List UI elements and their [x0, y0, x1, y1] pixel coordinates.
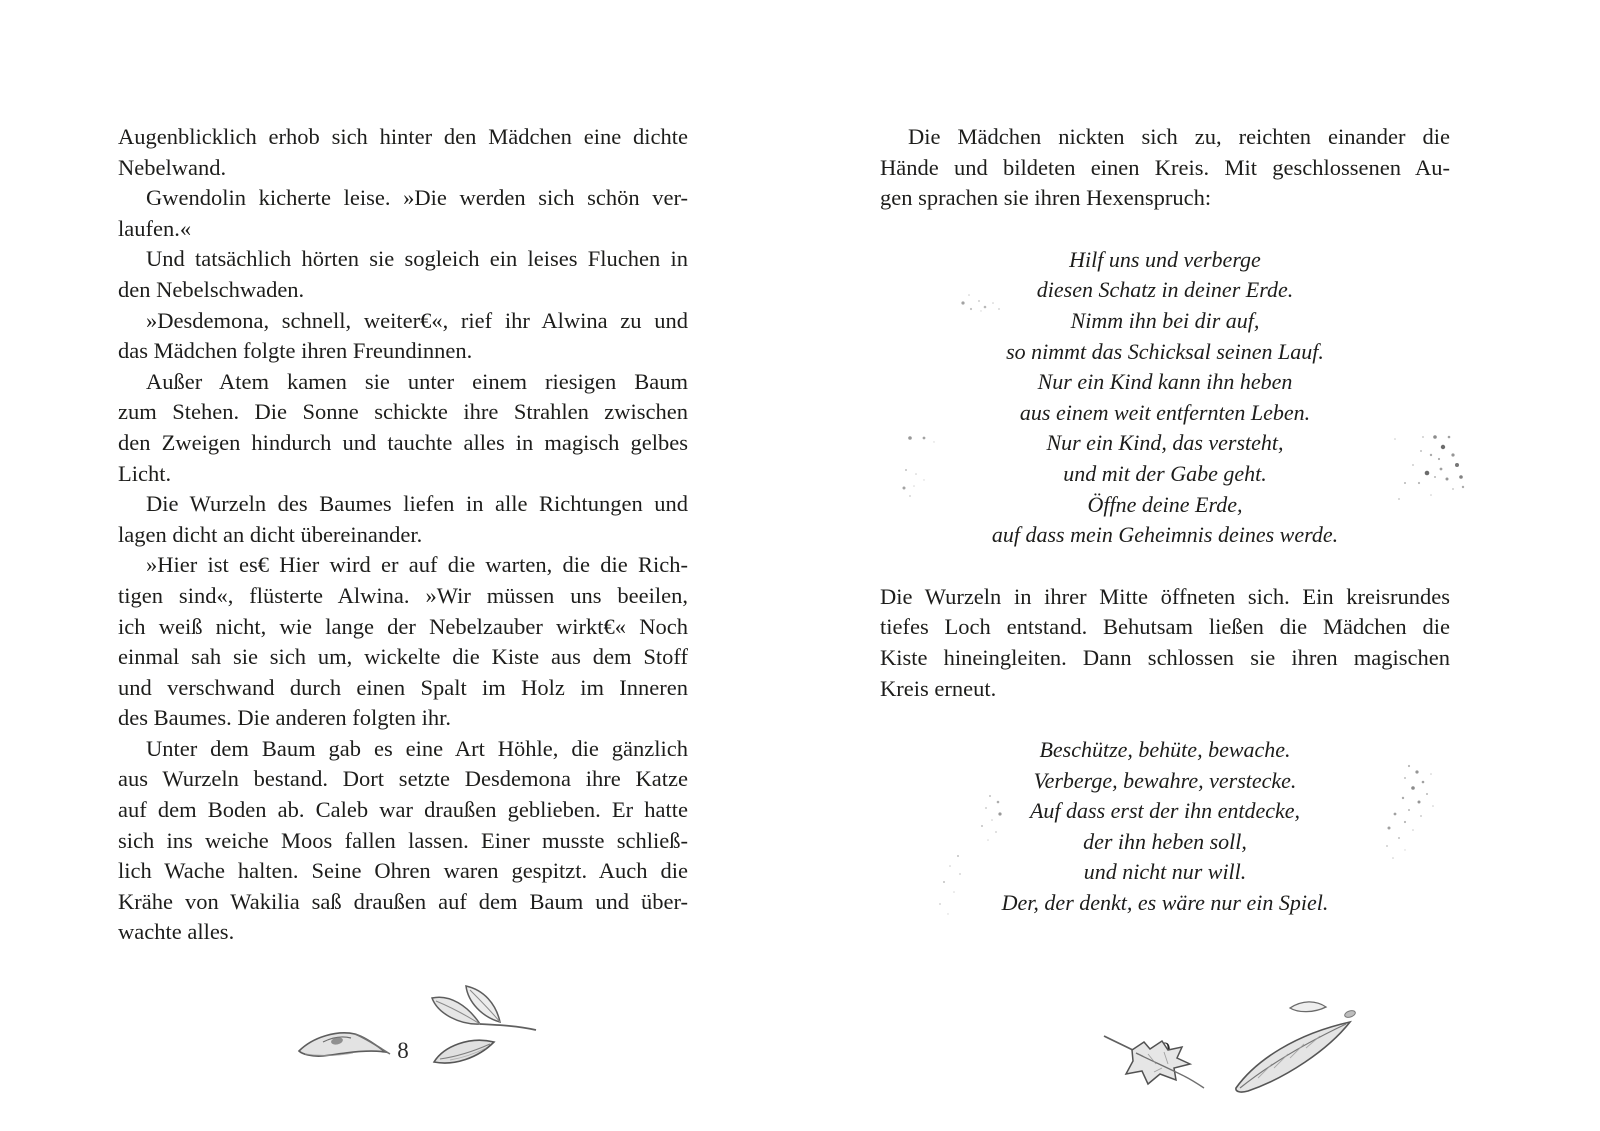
ink-speckle-icon: [1383, 425, 1473, 510]
body-paragraph: [118, 306, 688, 367]
body-paragraph: [880, 582, 1450, 704]
text-line: aus Wurzeln bestand. Dort setzte Desdemona ihre Katze: [118, 766, 688, 792]
text-line: Kreis erneut.: [880, 675, 997, 701]
text-line: Die Mädchen nickten sich zu, reichten einander die: [908, 124, 1450, 149]
text-line: laufen.«: [118, 215, 192, 241]
text-line: Unter dem Baum gab es eine Art Höhle, die gänzlich: [146, 735, 688, 761]
text-line: des Baumes. Die anderen folgten ihr.: [118, 705, 452, 731]
text-line: einmal sah sie sich um, wickelte die Kiste aus dem Stoff: [118, 644, 688, 670]
body-paragraph: [118, 550, 688, 734]
poem-line: auf dass mein Geheimnis deines werde.: [991, 522, 1339, 548]
page-right-text: [880, 122, 1450, 950]
body-paragraph: [118, 734, 688, 948]
poem-line: und nicht nur will.: [1083, 859, 1247, 885]
text-line: Gwendolin kicherte leise. »Die werden sich schön ver-: [146, 185, 688, 211]
ink-speckle-icon: [1375, 758, 1441, 868]
page-left-text: [118, 122, 688, 948]
poem-line: Hilf uns und verberge: [1069, 246, 1261, 272]
poem-line: der ihn heben soll,: [1083, 828, 1247, 854]
poem-line: Beschütze, behüte, bewache.: [1039, 737, 1291, 763]
text-line: Außer Atem kamen sie unter einem riesigen Baum: [146, 368, 688, 394]
poem-line: diesen Schatz in deiner Erde.: [1036, 277, 1294, 303]
leaf-pod-icon: [293, 1018, 393, 1070]
text-line: Und tatsächlich hörten sie sogleich ein leises Fluchen in: [146, 246, 688, 272]
ink-speckle-icon: [928, 848, 972, 926]
body-paragraph: [118, 244, 688, 305]
text-line: »Desdemona, schnell, weiter€«, rief ihr Alwina zu und: [146, 307, 688, 333]
text-line: und verschwand durch einen Spalt im Holz im Inneren: [118, 674, 688, 700]
page-left-footer: [118, 1036, 688, 1066]
body-paragraph: [118, 122, 688, 183]
text-line: tiefes Loch entstand. Behutsam ließen die Mädchen die: [880, 614, 1450, 640]
text-line: sich ins weiche Moos fallen lassen. Einer musste schließ-: [118, 827, 688, 853]
text-line: Krähe von Wakilia saß draußen auf dem Baum und über-: [118, 888, 688, 914]
text-line: Nebelwand.: [118, 154, 227, 180]
text-line: zum Stehen. Die Sonne schickte ihre Strahlen zwischen: [118, 399, 688, 425]
text-line: gen sprachen sie ihren Hexenspruch:: [880, 185, 1212, 211]
text-line: Die Wurzeln des Baumes liefen in alle Richtungen und: [146, 491, 688, 517]
ink-speckle-icon: [900, 428, 940, 452]
poem-line: Der, der denkt, es wäre nur ein Spiel.: [1001, 890, 1329, 916]
text-line: Kiste hineingleiten. Dann schlossen sie ihren magischen: [880, 644, 1450, 670]
text-line: lich Wache halten. Seine Ohren waren gespitzt. Auch die: [118, 858, 688, 884]
text-line: lagen dicht an dicht übereinander.: [118, 521, 423, 547]
text-line: den Zweigen hindurch und tauchte alles in magisch gelbes: [118, 429, 688, 455]
text-line: wachte alles.: [118, 919, 235, 945]
body-paragraph: [880, 122, 1450, 214]
text-line: Augenblicklich erhob sich hinter den Mädchen eine dichte: [118, 124, 688, 149]
poem-line: Auf dass erst der ihn entdecke,: [1029, 798, 1301, 824]
ink-speckle-icon: [896, 458, 940, 502]
text-line: Licht.: [118, 460, 172, 486]
poem-line: Nur ein Kind, das versteht,: [1046, 430, 1284, 456]
page-number-left: 8: [397, 1038, 409, 1063]
jagged-leaf-icon: [1098, 1020, 1210, 1094]
text-line: Hände und bildeten einen Kreis. Mit geschlossenen Au-: [880, 154, 1450, 180]
body-paragraph: [118, 489, 688, 550]
poem-line: Nur ein Kind kann ihn heben: [1037, 369, 1293, 395]
text-line: Die Wurzeln in ihrer Mitte öffneten sich. Ein kreisrundes: [880, 583, 1450, 609]
text-line: ich weiß nicht, wie lange der Nebelzauber wirkt€« Noch: [118, 613, 688, 639]
poem-line: und mit der Gabe geht.: [1063, 460, 1267, 486]
ink-speckle-icon: [955, 283, 1005, 319]
poem-line: Öffne deine Erde,: [1087, 491, 1243, 517]
text-line: tigen sind«, flüsterte Alwina. »Wir müssen uns beeilen,: [118, 582, 688, 608]
poem-line: Nimm ihn bei dir auf,: [1070, 307, 1260, 333]
ink-speckle-icon: [970, 786, 1016, 848]
text-line: den Nebelschwaden.: [118, 276, 305, 302]
feather-leaf-icon: [1228, 998, 1358, 1098]
poem-line: aus einem weit entfernten Leben.: [1019, 399, 1311, 425]
leaf-sprig-icon: [420, 984, 538, 1080]
poem-line: so nimmt das Schicksal seinen Lauf.: [1006, 338, 1324, 364]
text-line: »Hier ist es€ Hier wird er auf die warten, die die Rich-: [146, 552, 688, 578]
text-line: auf dem Boden ab. Caleb war draußen geblieben. Er hatte: [118, 797, 688, 823]
text-line: das Mädchen folgte ihren Freundinnen.: [118, 338, 473, 364]
poem-line: Verberge, bewahre, verstecke.: [1033, 767, 1297, 793]
body-paragraph: [118, 367, 688, 489]
body-paragraph: [118, 183, 688, 244]
